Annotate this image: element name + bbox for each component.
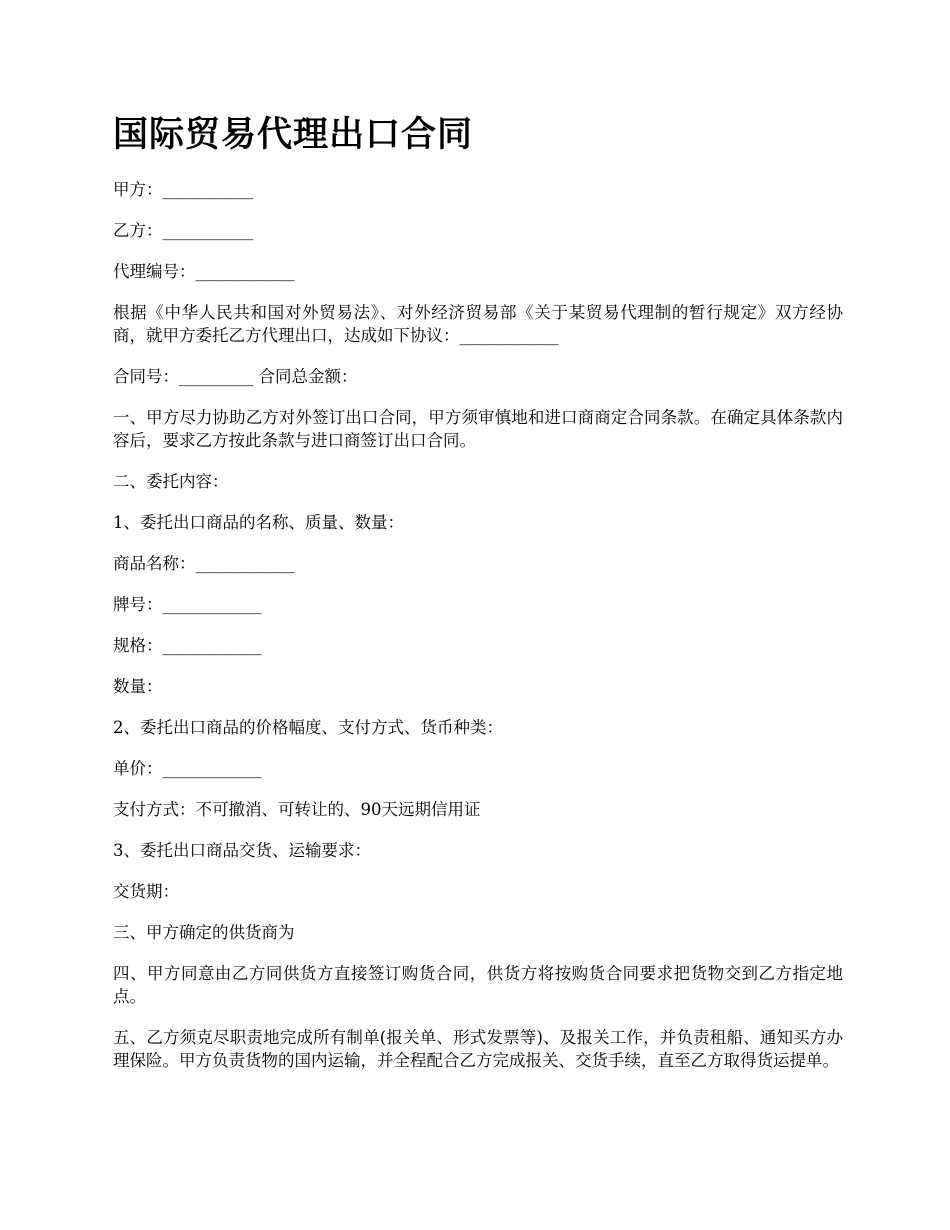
party-b-line: 乙方：___________ — [113, 221, 254, 240]
quantity-line: 数量： — [113, 677, 163, 696]
clause-2-item-1: 1、委托出口商品的名称、质量、数量： — [113, 513, 404, 532]
clause-4: 四、甲方同意由乙方同供货方直接签订购货合同，供货方将按购货合同要求把货物交到乙方指定地点。 — [113, 964, 843, 1006]
payment-method-line: 支付方式：不可撤消、可转让的、90天远期信用证 — [113, 800, 481, 819]
brand-line: 牌号：____________ — [113, 595, 262, 614]
preamble-paragraph: 根据《中华人民共和国对外贸易法》、对外经济贸易部《关于某贸易代理制的暂行规定》双方经协商，就甲方委托乙方代理出口，达成如下协议：____________ — [113, 303, 843, 345]
document-title: 国际贸易代理出口合同 — [113, 114, 474, 155]
clause-3: 三、甲方确定的供货商为 — [113, 923, 295, 942]
product-name-line: 商品名称：____________ — [113, 554, 295, 573]
contract-number-line: 合同号：_________ 合同总金额： — [113, 367, 358, 386]
agency-number-line: 代理编号：____________ — [113, 262, 295, 281]
clause-5: 五、乙方须克尽职责地完成所有制单(报关单、形式发票等)、及报关工作，并负责租船、通知买方办理保险。甲方负责货物的国内运输，并全程配合乙方完成报关、交货手续，直至乙方取得货运提单。 — [113, 1028, 843, 1070]
specification-line: 规格：____________ — [113, 636, 262, 655]
party-a-line: 甲方：___________ — [113, 180, 254, 199]
unit-price-line: 单价：____________ — [113, 759, 262, 778]
clause-1: 一、甲方尽力协助乙方对外签订出口合同，甲方须审慎地和进口商商定合同条款。在确定具体条款内容后，要求乙方按此条款与进口商签订出口合同。 — [113, 408, 843, 450]
clause-2-item-3: 3、委托出口商品交货、运输要求： — [113, 841, 371, 860]
document-page — [113, 110, 843, 1090]
delivery-date-line: 交货期： — [113, 882, 179, 901]
clause-2-item-2: 2、委托出口商品的价格幅度、支付方式、货币种类： — [113, 718, 503, 737]
clause-2-heading: 二、委托内容： — [113, 472, 229, 491]
